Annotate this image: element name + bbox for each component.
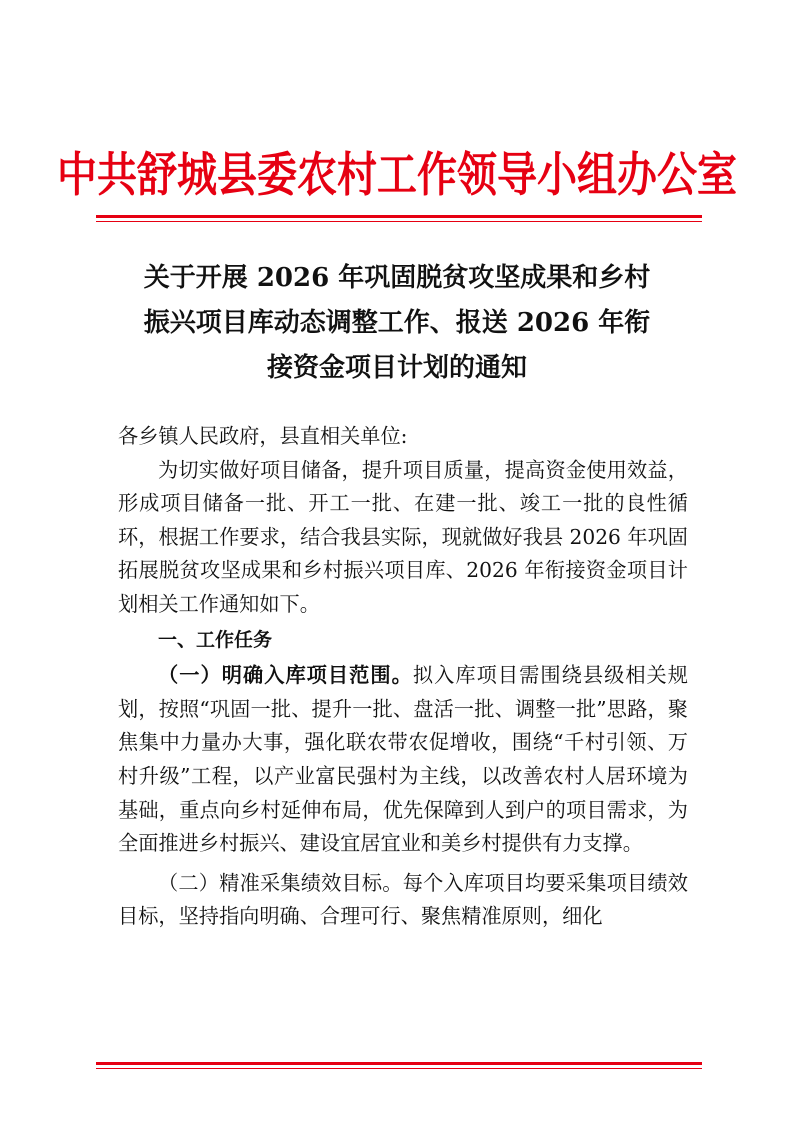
- item-paragraph: [118, 867, 688, 934]
- item-text: 每个入库项目均要采集项目绩效目标，坚持指向明确、合理可行、聚焦精准原则，细化: [118, 870, 688, 929]
- header-red-rule: [96, 215, 702, 222]
- item-text: 拟入库项目需围绕县级相关规划，按照“巩固一批、提升一批、盘活一批、调整一批”思路，聚焦集中力量办大事，强化联农带农促增收，围绕“千村引领、万村升级”工程，以产业富民强村为主线，以改善农村人居环境为基础，重点向乡村延伸布局，优先保障到人到户的项目需求，为全面推进乡村振兴、建设宜居宜业和美乡村提供有力支撑。: [118, 663, 688, 856]
- document-title-line: 接资金项目计划的通知: [266, 353, 527, 383]
- document-title-line: 关于开展 2026 年巩固脱贫攻坚成果和乡村: [143, 263, 651, 293]
- document-body: [118, 420, 688, 934]
- footer-red-rule: [96, 1062, 702, 1069]
- intro-paragraph: 为切实做好项目储备，提升项目质量，提高资金使用效益，形成项目储备一批、开工一批、在建一批、竣工一批的良性循环，根据工作要求，结合我县实际，现就做好我县 2026 年巩固拓展脱贫攻坚成果和乡村振兴项目库、2026 年衔接资金项目计划相关工作通知如下。: [118, 457, 688, 616]
- item-heading: （一）明确入库项目范围。: [158, 663, 413, 688]
- salutation: 各乡镇人民政府，县直相关单位:: [118, 424, 408, 448]
- item-heading: （二）精准采集绩效目标。: [158, 870, 403, 895]
- issuing-office-title: 中共舒城县委农村工作领导小组办公室: [57, 147, 737, 203]
- document-title-line: 振兴项目库动态调整工作、报送 2026 年衔: [143, 308, 651, 338]
- document-title: [110, 256, 684, 391]
- section-heading: 一、工作任务: [158, 628, 273, 651]
- item-paragraph: [118, 659, 688, 861]
